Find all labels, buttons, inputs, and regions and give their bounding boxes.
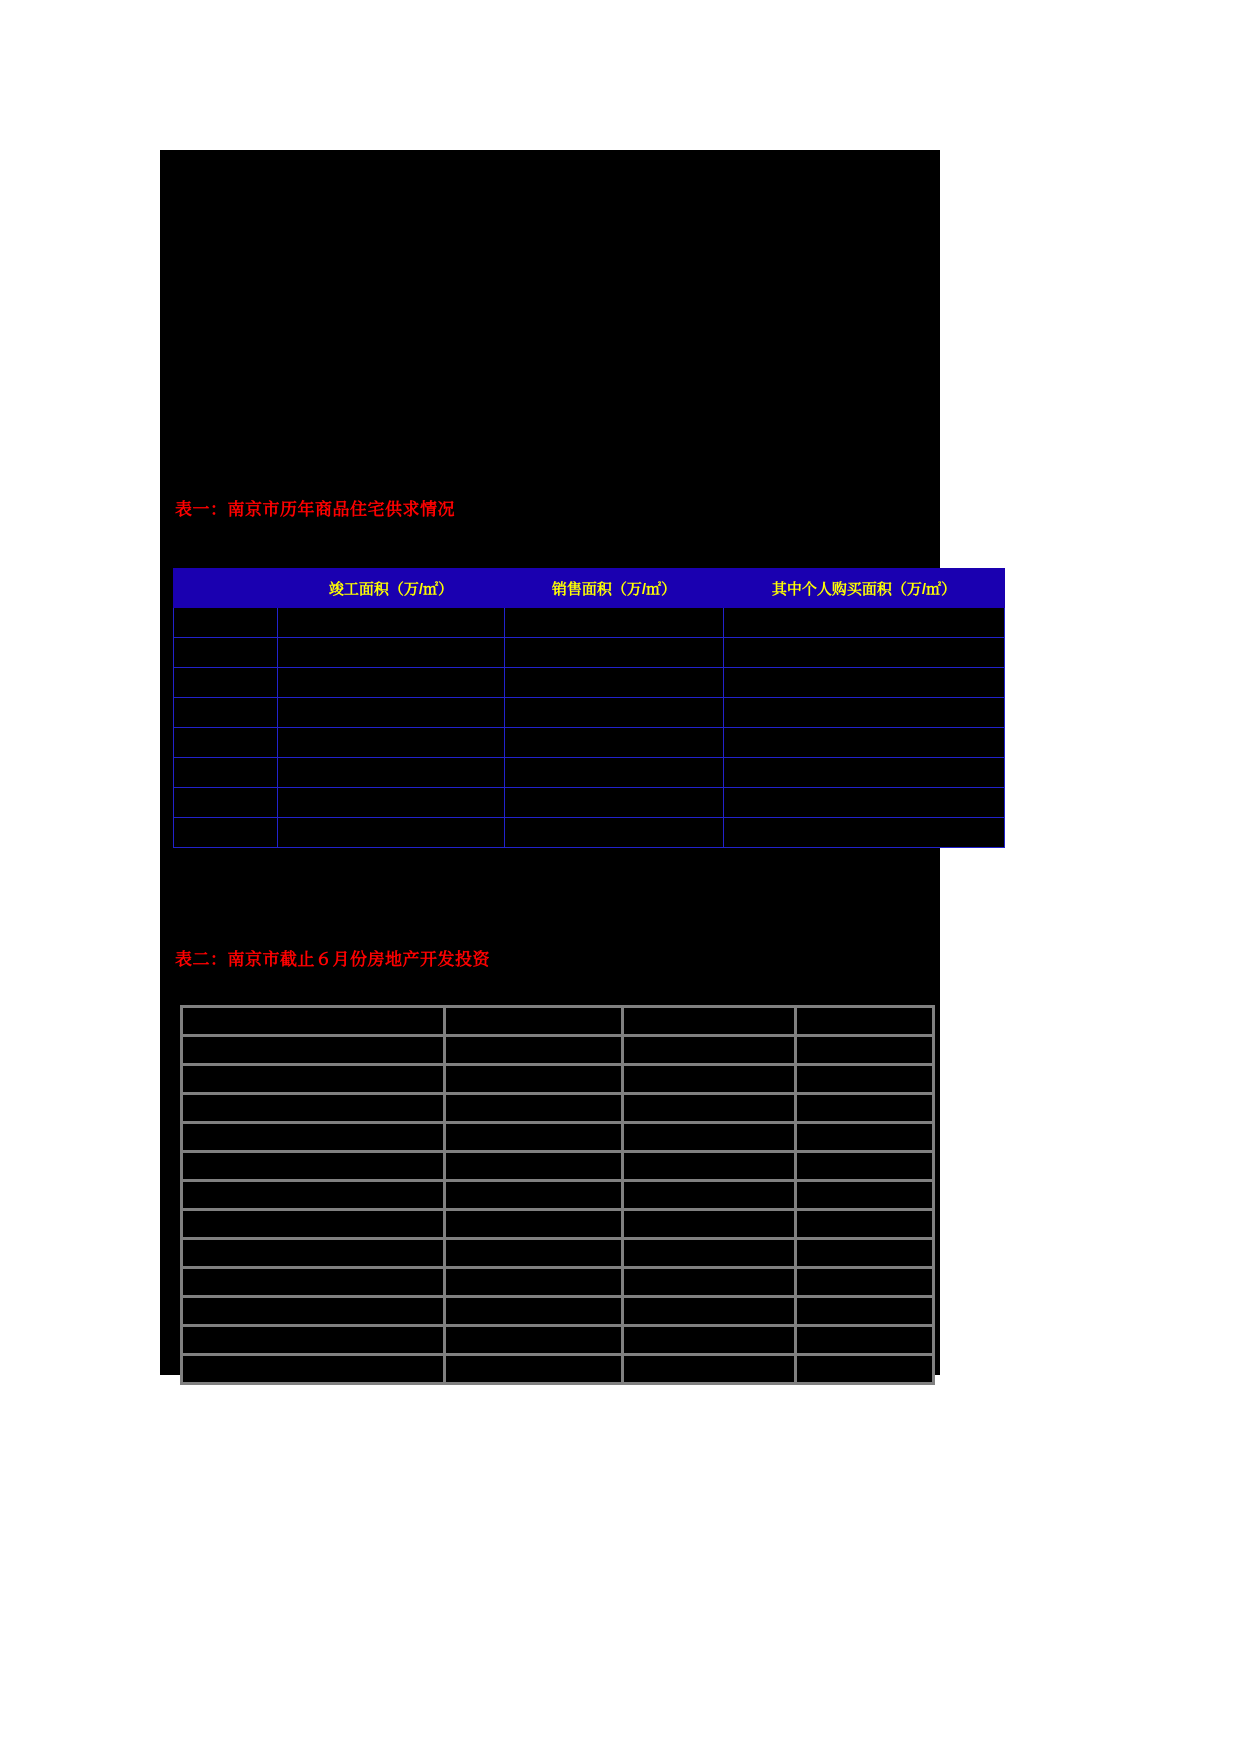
table-two-cell <box>797 1153 932 1182</box>
table-two-cell <box>183 1356 446 1382</box>
table-two <box>180 1005 935 1385</box>
table-one-cell <box>724 608 1005 638</box>
table-row <box>183 1269 932 1298</box>
table-one-cell <box>278 668 505 698</box>
table-two-cell <box>797 1095 932 1124</box>
table-one-cell <box>505 608 724 638</box>
table-one-cell <box>505 758 724 788</box>
table-row <box>183 1240 932 1269</box>
table-two-cell <box>446 1211 624 1240</box>
table-two-cell <box>183 1037 446 1066</box>
table-two-cell <box>183 1298 446 1327</box>
table-two-title: 表二：南京市截止６月份房地产开发投资 <box>175 950 490 969</box>
table-two-cell <box>446 1008 624 1037</box>
document-page <box>160 150 957 1375</box>
table-one-cell <box>174 668 278 698</box>
table-row <box>183 1066 932 1095</box>
table-two-cell <box>624 1153 797 1182</box>
table-one-cell <box>724 638 1005 668</box>
table-row <box>183 1327 932 1356</box>
table-row <box>174 788 1005 818</box>
table-two-cell <box>797 1298 932 1327</box>
table-row <box>183 1298 932 1327</box>
table-two-cell <box>797 1356 932 1382</box>
table-one-header-row <box>174 569 1005 608</box>
table-two-cell <box>797 1240 932 1269</box>
table-one-cell <box>278 698 505 728</box>
table-two-cell <box>624 1124 797 1153</box>
table-one-cell <box>724 728 1005 758</box>
table-one-cell <box>505 818 724 848</box>
table-one-header-cell-3: 其中个人购买面积（万/㎡） <box>724 569 1005 608</box>
table-row <box>174 638 1005 668</box>
table-one-cell <box>724 758 1005 788</box>
table-two-cell <box>624 1269 797 1298</box>
table-two-cell <box>624 1327 797 1356</box>
table-one-cell <box>174 758 278 788</box>
table-one-header-cell-2: 销售面积（万/㎡） <box>505 569 724 608</box>
table-row <box>183 1008 932 1037</box>
table-row <box>183 1124 932 1153</box>
table-row <box>174 728 1005 758</box>
table-one-cell <box>505 668 724 698</box>
table-row <box>183 1211 932 1240</box>
table-one-cell <box>174 638 278 668</box>
table-one-cell <box>278 608 505 638</box>
table-two-cell <box>797 1066 932 1095</box>
table-two-cell <box>797 1327 932 1356</box>
table-two-cell <box>183 1153 446 1182</box>
table-row <box>174 758 1005 788</box>
table-one-cell <box>174 728 278 758</box>
table-two-cell <box>624 1008 797 1037</box>
table-row <box>174 818 1005 848</box>
table-one-header-cell-1: 竣工面积（万/㎡） <box>278 569 505 608</box>
table-two-cell <box>446 1095 624 1124</box>
table-one-cell <box>505 788 724 818</box>
table-one-cell <box>278 758 505 788</box>
table-row <box>174 608 1005 638</box>
table-row <box>183 1037 932 1066</box>
table-row <box>174 698 1005 728</box>
table-row <box>183 1095 932 1124</box>
table-two-cell <box>797 1182 932 1211</box>
table-one-cell <box>278 728 505 758</box>
table-two-cell <box>183 1327 446 1356</box>
table-two-cell <box>446 1153 624 1182</box>
table-two-cell <box>797 1269 932 1298</box>
table-two-cell <box>446 1182 624 1211</box>
table-one <box>173 568 1005 848</box>
table-one-cell <box>724 668 1005 698</box>
table-one-cell <box>278 818 505 848</box>
table-one-title: 表一：南京市历年商品住宅供求情况 <box>175 500 455 519</box>
table-two-cell <box>446 1298 624 1327</box>
table-two-cell <box>624 1211 797 1240</box>
table-row <box>183 1356 932 1382</box>
table-two-cell <box>624 1095 797 1124</box>
table-two-cell <box>183 1211 446 1240</box>
table-two-cell <box>797 1124 932 1153</box>
table-one-cell <box>505 698 724 728</box>
table-two-cell <box>797 1211 932 1240</box>
table-two-cell <box>183 1240 446 1269</box>
table-two-cell <box>624 1356 797 1382</box>
table-two-cell <box>624 1037 797 1066</box>
table-two-cell <box>446 1124 624 1153</box>
table-row <box>174 668 1005 698</box>
table-one-cell <box>174 608 278 638</box>
table-one-header-cell-0 <box>174 569 278 608</box>
table-one-cell <box>174 788 278 818</box>
table-two-cell <box>446 1066 624 1095</box>
table-one-cell <box>174 818 278 848</box>
table-two-cell <box>624 1182 797 1211</box>
table-two-cell <box>624 1240 797 1269</box>
table-two-cell <box>624 1066 797 1095</box>
table-one-cell <box>174 698 278 728</box>
table-two-cell <box>797 1037 932 1066</box>
table-one-cell <box>505 728 724 758</box>
table-two-cell <box>446 1037 624 1066</box>
table-two-cell <box>183 1095 446 1124</box>
table-two-cell <box>797 1008 932 1037</box>
table-one-cell <box>278 788 505 818</box>
table-two-cell <box>183 1008 446 1037</box>
table-row <box>183 1182 932 1211</box>
table-two-cell <box>446 1240 624 1269</box>
table-one-cell <box>724 698 1005 728</box>
table-one-cell <box>278 638 505 668</box>
table-row <box>183 1153 932 1182</box>
table-two-cell <box>446 1269 624 1298</box>
table-two-cell <box>446 1356 624 1382</box>
table-two-cell <box>624 1298 797 1327</box>
table-one-cell <box>505 638 724 668</box>
table-two-cell <box>183 1269 446 1298</box>
table-two-cell <box>183 1182 446 1211</box>
table-two-cell <box>446 1327 624 1356</box>
table-one-cell <box>724 788 1005 818</box>
table-one-cell <box>724 818 1005 848</box>
table-two-cell <box>183 1124 446 1153</box>
table-two-cell <box>183 1066 446 1095</box>
